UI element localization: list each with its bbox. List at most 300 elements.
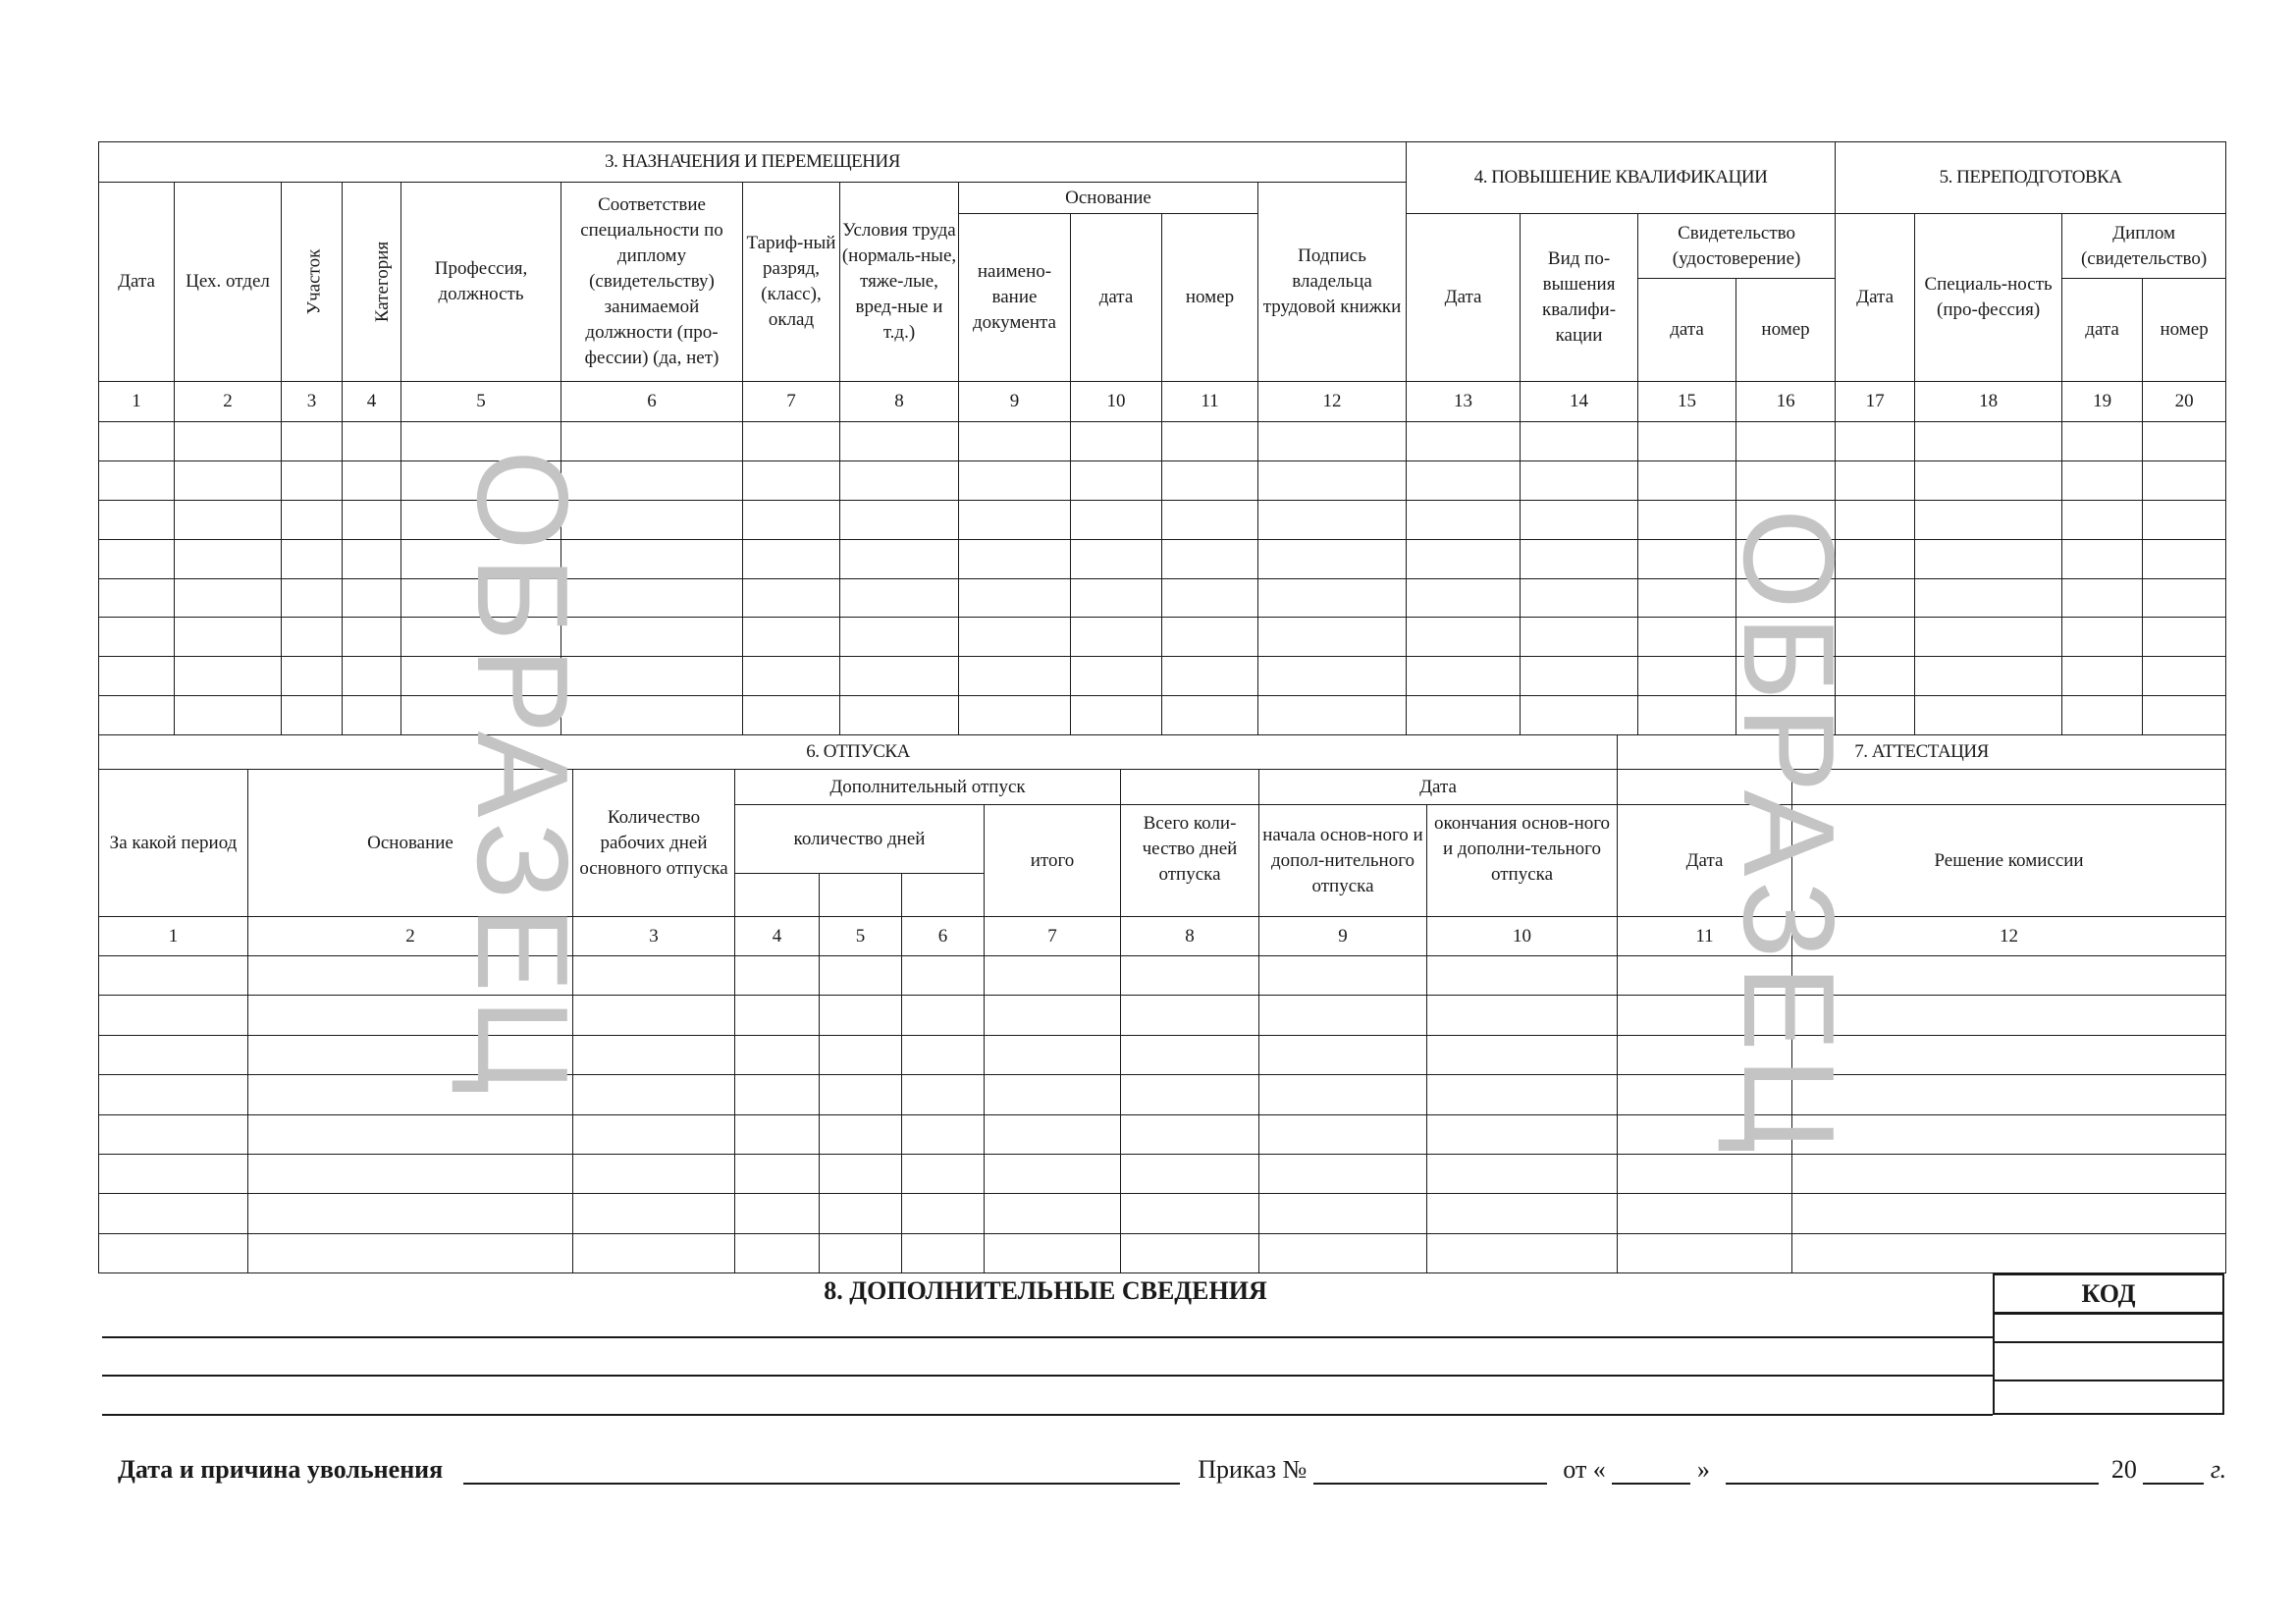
table-cell[interactable] [282, 618, 343, 657]
table-cell[interactable] [735, 1154, 820, 1193]
table-cell[interactable] [561, 657, 743, 696]
table-cell[interactable] [1618, 956, 1792, 996]
table-cell[interactable] [1162, 460, 1258, 500]
table-cell[interactable] [573, 1075, 735, 1114]
table-cell[interactable] [343, 460, 401, 500]
table-cell[interactable] [1521, 578, 1638, 618]
table-cell[interactable] [401, 460, 561, 500]
table-cell[interactable] [959, 460, 1071, 500]
table-cell[interactable] [282, 696, 343, 735]
table-cell[interactable] [735, 1035, 820, 1074]
order-month-field[interactable] [1726, 1457, 2099, 1485]
table-cell[interactable] [820, 996, 902, 1035]
table-cell[interactable] [99, 618, 175, 657]
table-cell[interactable] [573, 1194, 735, 1233]
code-cell[interactable] [1995, 1315, 2222, 1343]
table-cell[interactable] [1071, 422, 1162, 461]
table-cell[interactable] [743, 696, 840, 735]
section4-title: 4. ПОВЫШЕНИЕ КВАЛИФИКАЦИИ [1407, 142, 1836, 214]
table-cell[interactable] [282, 500, 343, 539]
table-cell[interactable] [282, 657, 343, 696]
table-cell[interactable] [1736, 696, 1836, 735]
table-row [99, 618, 2226, 657]
table-cell[interactable] [1836, 500, 1915, 539]
table-cell[interactable] [1618, 1035, 1792, 1074]
header-period: За какой период [99, 770, 248, 917]
table-cell[interactable] [2143, 578, 2226, 618]
table-cell[interactable] [1071, 578, 1162, 618]
table-cell[interactable] [1427, 996, 1618, 1035]
table-cell[interactable] [1121, 1035, 1259, 1074]
table-cell[interactable] [1258, 422, 1407, 461]
table-cell[interactable] [175, 539, 282, 578]
table-cell[interactable] [1259, 1035, 1427, 1074]
table-cell[interactable] [1736, 539, 1836, 578]
table-cell[interactable] [985, 1035, 1121, 1074]
table-cell[interactable] [401, 500, 561, 539]
table-cell[interactable] [282, 539, 343, 578]
table-cell[interactable] [1162, 618, 1258, 657]
table-cell[interactable] [1162, 657, 1258, 696]
header-total: итого [985, 805, 1121, 917]
table-cell[interactable] [248, 1194, 573, 1233]
table-cell[interactable] [1792, 1075, 2226, 1114]
table-cell[interactable] [2143, 460, 2226, 500]
table-cell[interactable] [99, 956, 248, 996]
additional-info-line[interactable] [102, 1336, 1993, 1338]
table-cell[interactable] [1121, 1154, 1259, 1193]
table-cell[interactable] [1071, 618, 1162, 657]
table-cell[interactable] [1407, 696, 1521, 735]
table-cell[interactable] [248, 1233, 573, 1272]
table-cell[interactable] [248, 996, 573, 1035]
additional-info-line[interactable] [102, 1414, 1993, 1416]
table-cell[interactable] [175, 578, 282, 618]
table-cell[interactable] [1915, 696, 2062, 735]
column-number: 16 [1736, 382, 1836, 422]
table-cell[interactable] [99, 500, 175, 539]
table-cell[interactable] [902, 1114, 985, 1154]
header-total-days-top [1121, 770, 1259, 805]
table-cell[interactable] [1915, 618, 2062, 657]
table-row [99, 460, 2226, 500]
table-cell[interactable] [959, 657, 1071, 696]
table-cell[interactable] [820, 1233, 902, 1272]
table-cell[interactable] [99, 1114, 248, 1154]
table-cell[interactable] [1258, 657, 1407, 696]
table-cell[interactable] [282, 460, 343, 500]
section3-title: 3. НАЗНАЧЕНИЯ И ПЕРЕМЕЩЕНИЯ [99, 142, 1407, 183]
header-att-top-right [1792, 770, 2226, 805]
table-cell[interactable] [1162, 422, 1258, 461]
table-cell[interactable] [840, 578, 959, 618]
table-cell[interactable] [840, 618, 959, 657]
table-cell[interactable] [2143, 539, 2226, 578]
table-cell[interactable] [1259, 956, 1427, 996]
table-cell[interactable] [2062, 696, 2143, 735]
table-cell[interactable] [1736, 657, 1836, 696]
table-row [99, 1154, 2226, 1193]
header-signature: Подпись владельца трудовой книжки [1258, 183, 1407, 382]
table-cell[interactable] [1618, 996, 1792, 1035]
table-cell[interactable] [2143, 696, 2226, 735]
table-cell[interactable] [175, 696, 282, 735]
table-cell[interactable] [1792, 1035, 2226, 1074]
table-cell[interactable] [573, 1154, 735, 1193]
column-number: 7 [985, 917, 1121, 956]
table-cell[interactable] [840, 422, 959, 461]
order-number-field[interactable] [1313, 1457, 1547, 1485]
table-cell[interactable] [1915, 460, 2062, 500]
table-cell[interactable] [1407, 460, 1521, 500]
table-cell[interactable] [1638, 618, 1736, 657]
table-cell[interactable] [1736, 460, 1836, 500]
table-cell[interactable] [99, 1035, 248, 1074]
table-cell[interactable] [1407, 500, 1521, 539]
table-row [99, 657, 2226, 696]
table-cell[interactable] [743, 657, 840, 696]
table-cell[interactable] [1836, 657, 1915, 696]
table-cell[interactable] [2062, 618, 2143, 657]
table-cell[interactable] [1521, 539, 1638, 578]
column-number: 2 [175, 382, 282, 422]
table-cell[interactable] [735, 1114, 820, 1154]
code-label: КОД [1995, 1275, 2222, 1315]
table-cell[interactable] [1638, 578, 1736, 618]
table-cell[interactable] [1792, 1154, 2226, 1193]
table-cell[interactable] [1521, 460, 1638, 500]
dismissal-reason-field[interactable] [463, 1457, 1180, 1485]
table-cell[interactable] [840, 696, 959, 735]
table-cell[interactable] [248, 1154, 573, 1193]
table-cell[interactable] [1259, 996, 1427, 1035]
table-cell[interactable] [1915, 539, 2062, 578]
table-cell[interactable] [343, 539, 401, 578]
table-cell[interactable] [1071, 539, 1162, 578]
table-cell[interactable] [1638, 422, 1736, 461]
table-cell[interactable] [1618, 1075, 1792, 1114]
header-basis-number: номер [1162, 214, 1258, 382]
table-cell[interactable] [401, 657, 561, 696]
table-cell[interactable] [99, 539, 175, 578]
table-cell[interactable] [99, 1154, 248, 1193]
header-diploma-date: дата [2062, 279, 2143, 382]
table-cell[interactable] [1259, 1233, 1427, 1272]
table-cell[interactable] [1427, 1154, 1618, 1193]
table-cell[interactable] [1258, 578, 1407, 618]
table-cell[interactable] [1638, 500, 1736, 539]
table-cell[interactable] [743, 539, 840, 578]
table-cell[interactable] [1915, 500, 2062, 539]
column-number: 11 [1618, 917, 1792, 956]
table-cell[interactable] [99, 460, 175, 500]
table-cell[interactable] [561, 696, 743, 735]
table-cell[interactable] [1618, 1194, 1792, 1233]
table-cell[interactable] [1407, 539, 1521, 578]
table-cell[interactable] [902, 1075, 985, 1114]
table-cell[interactable] [1427, 956, 1618, 996]
table-cell[interactable] [743, 500, 840, 539]
table-cell[interactable] [343, 657, 401, 696]
table-cell[interactable] [1736, 500, 1836, 539]
table-cell[interactable] [401, 618, 561, 657]
table-cell[interactable] [2143, 657, 2226, 696]
table-cell[interactable] [175, 657, 282, 696]
table-cell[interactable] [1638, 657, 1736, 696]
table-cell[interactable] [959, 618, 1071, 657]
table-cell[interactable] [840, 500, 959, 539]
table-cell[interactable] [175, 460, 282, 500]
table-cell[interactable] [561, 539, 743, 578]
table-cell[interactable] [1121, 956, 1259, 996]
header-date: Дата [99, 183, 175, 382]
order-year-field[interactable] [2143, 1457, 2204, 1485]
header-qual-kind: Вид по-вышения квалифи-кации [1521, 214, 1638, 382]
table-cell[interactable] [1521, 618, 1638, 657]
column-number: 6 [561, 382, 743, 422]
table-cell[interactable] [735, 1233, 820, 1272]
table-cell[interactable] [1121, 1114, 1259, 1154]
table-cell[interactable] [735, 956, 820, 996]
table-cell[interactable] [99, 996, 248, 1035]
table-cell[interactable] [1407, 618, 1521, 657]
table-cell[interactable] [840, 657, 959, 696]
table-cell[interactable] [820, 1114, 902, 1154]
table-cell[interactable] [1521, 657, 1638, 696]
order-day-field[interactable] [1612, 1457, 1690, 1485]
table-cell[interactable] [343, 696, 401, 735]
table-cell[interactable] [735, 1075, 820, 1114]
table-cell[interactable] [1638, 696, 1736, 735]
table-cell[interactable] [1162, 500, 1258, 539]
table-cell[interactable] [401, 539, 561, 578]
table-cell[interactable] [248, 1075, 573, 1114]
table-cell[interactable] [820, 956, 902, 996]
header-profession: Профессия, должность [401, 183, 561, 382]
table-cell[interactable] [1618, 1114, 1792, 1154]
table-cell[interactable] [2062, 657, 2143, 696]
column-number: 11 [1162, 382, 1258, 422]
table-cell[interactable] [1638, 539, 1736, 578]
table-cell[interactable] [735, 1194, 820, 1233]
table-cell[interactable] [959, 500, 1071, 539]
table-cell[interactable] [743, 578, 840, 618]
table-cell[interactable] [1258, 618, 1407, 657]
table-cell[interactable] [1071, 460, 1162, 500]
header-cert-group: Свидетельство (удостоверение) [1638, 214, 1836, 279]
table-cell[interactable] [1638, 460, 1736, 500]
column-numbers-row [99, 917, 2226, 956]
table-cell[interactable] [1915, 578, 2062, 618]
table-cell[interactable] [985, 1154, 1121, 1193]
table-cell[interactable] [1836, 696, 1915, 735]
table-cell[interactable] [1162, 696, 1258, 735]
table-cell[interactable] [820, 1194, 902, 1233]
table-cell[interactable] [248, 1114, 573, 1154]
table-cell[interactable] [902, 1233, 985, 1272]
table-cell[interactable] [840, 539, 959, 578]
table-cell[interactable] [561, 460, 743, 500]
dismissal-line [118, 1455, 2226, 1485]
column-number: 9 [959, 382, 1071, 422]
table-cell[interactable] [1427, 1194, 1618, 1233]
table-cell[interactable] [1836, 460, 1915, 500]
table-cell[interactable] [1427, 1035, 1618, 1074]
table-cell[interactable] [1836, 578, 1915, 618]
table-cell[interactable] [99, 422, 175, 461]
table-cell[interactable] [99, 657, 175, 696]
table-cell[interactable] [401, 422, 561, 461]
table-cell[interactable] [1258, 460, 1407, 500]
table-cell[interactable] [743, 422, 840, 461]
table-cell[interactable] [1836, 422, 1915, 461]
table-cell[interactable] [1618, 1154, 1792, 1193]
table-cell[interactable] [248, 956, 573, 996]
table-cell[interactable] [99, 1233, 248, 1272]
table-cell[interactable] [1121, 1075, 1259, 1114]
table-cell[interactable] [1836, 539, 1915, 578]
table-cell[interactable] [1407, 578, 1521, 618]
table-cell[interactable] [1836, 618, 1915, 657]
table-cell[interactable] [343, 422, 401, 461]
table-cell[interactable] [1427, 1075, 1618, 1114]
table-cell[interactable] [1258, 696, 1407, 735]
table-cell[interactable] [1792, 956, 2226, 996]
table-cell[interactable] [840, 460, 959, 500]
table-cell[interactable] [1407, 422, 1521, 461]
table-cell[interactable] [573, 1233, 735, 1272]
table-cell[interactable] [985, 1114, 1121, 1154]
table-cell[interactable] [959, 578, 1071, 618]
table-cell[interactable] [959, 539, 1071, 578]
table-cell[interactable] [1736, 618, 1836, 657]
table-cell[interactable] [1121, 996, 1259, 1035]
table-cell[interactable] [99, 1194, 248, 1233]
table-cell[interactable] [175, 422, 282, 461]
table-cell[interactable] [902, 996, 985, 1035]
table-cell[interactable] [1407, 657, 1521, 696]
table-cell[interactable] [343, 500, 401, 539]
table-cell[interactable] [1162, 578, 1258, 618]
table-cell[interactable] [743, 618, 840, 657]
table-cell[interactable] [1162, 539, 1258, 578]
table-cell[interactable] [1736, 578, 1836, 618]
table-cell[interactable] [282, 422, 343, 461]
table-cell[interactable] [1071, 696, 1162, 735]
table-cell[interactable] [985, 996, 1121, 1035]
table-cell[interactable] [959, 422, 1071, 461]
table-cell[interactable] [820, 1035, 902, 1074]
additional-info-line[interactable] [102, 1375, 1993, 1377]
table-cell[interactable] [99, 578, 175, 618]
header-end: окончания основ-ного и дополни-тельного отпуска [1427, 805, 1618, 917]
table-cell[interactable] [820, 1075, 902, 1114]
table-cell[interactable] [1259, 1154, 1427, 1193]
table-cell[interactable] [1792, 1233, 2226, 1272]
table-cell[interactable] [1121, 1194, 1259, 1233]
table-cell[interactable] [902, 1035, 985, 1074]
table-cell[interactable] [902, 956, 985, 996]
table-cell[interactable] [985, 1075, 1121, 1114]
table-cell[interactable] [561, 422, 743, 461]
table-cell[interactable] [2062, 422, 2143, 461]
table-cell[interactable] [1521, 500, 1638, 539]
table-cell[interactable] [2062, 460, 2143, 500]
table-cell[interactable] [1121, 1233, 1259, 1272]
table-cell[interactable] [573, 996, 735, 1035]
table-cell[interactable] [248, 1035, 573, 1074]
table-cell[interactable] [959, 696, 1071, 735]
table-cell[interactable] [1258, 539, 1407, 578]
table-cell[interactable] [175, 500, 282, 539]
table-cell[interactable] [1521, 696, 1638, 735]
table-cell[interactable] [561, 578, 743, 618]
table-row [99, 539, 2226, 578]
table-cell[interactable] [985, 1233, 1121, 1272]
column-number: 19 [2062, 382, 2143, 422]
table-cell[interactable] [1915, 422, 2062, 461]
table-cell[interactable] [573, 1114, 735, 1154]
table-cell[interactable] [2062, 539, 2143, 578]
table-cell[interactable] [1258, 500, 1407, 539]
table-cell[interactable] [1792, 1114, 2226, 1154]
table-cell[interactable] [1618, 1233, 1792, 1272]
table-cell[interactable] [561, 500, 743, 539]
table-cell[interactable] [99, 696, 175, 735]
table-cell[interactable] [902, 1194, 985, 1233]
table-cell[interactable] [573, 956, 735, 996]
table-cell[interactable] [1259, 1194, 1427, 1233]
table-cell[interactable] [401, 578, 561, 618]
table-cell[interactable] [1521, 422, 1638, 461]
header-additional-group: Дополнительный отпуск [735, 770, 1121, 805]
table-cell[interactable] [1071, 500, 1162, 539]
header-date-group: Дата [1259, 770, 1618, 805]
table-cell[interactable] [985, 1194, 1121, 1233]
table-cell[interactable] [175, 618, 282, 657]
table-cell[interactable] [99, 1075, 248, 1114]
table-cell[interactable] [1736, 422, 1836, 461]
table-cell[interactable] [735, 996, 820, 1035]
table-cell[interactable] [743, 460, 840, 500]
table-cell[interactable] [573, 1035, 735, 1074]
table-cell[interactable] [282, 578, 343, 618]
code-cell[interactable] [1995, 1343, 2222, 1381]
column-number: 17 [1836, 382, 1915, 422]
table-cell[interactable] [1427, 1233, 1618, 1272]
table-cell[interactable] [2143, 500, 2226, 539]
table-cell[interactable] [1071, 657, 1162, 696]
table-cell[interactable] [2062, 578, 2143, 618]
table-cell[interactable] [820, 1154, 902, 1193]
table-cell[interactable] [343, 618, 401, 657]
table-cell[interactable] [1792, 1194, 2226, 1233]
table-cell[interactable] [902, 1154, 985, 1193]
table-cell[interactable] [561, 618, 743, 657]
table-cell[interactable] [2143, 618, 2226, 657]
table-cell[interactable] [1915, 657, 2062, 696]
table-cell[interactable] [1427, 1114, 1618, 1154]
table-cell[interactable] [343, 578, 401, 618]
code-cell[interactable] [1995, 1381, 2222, 1415]
table-cell[interactable] [1792, 996, 2226, 1035]
table-cell[interactable] [1259, 1075, 1427, 1114]
table-cell[interactable] [985, 956, 1121, 996]
table-cell[interactable] [2062, 500, 2143, 539]
table-cell[interactable] [1259, 1114, 1427, 1154]
table-cell[interactable] [2143, 422, 2226, 461]
table-cell[interactable] [401, 696, 561, 735]
